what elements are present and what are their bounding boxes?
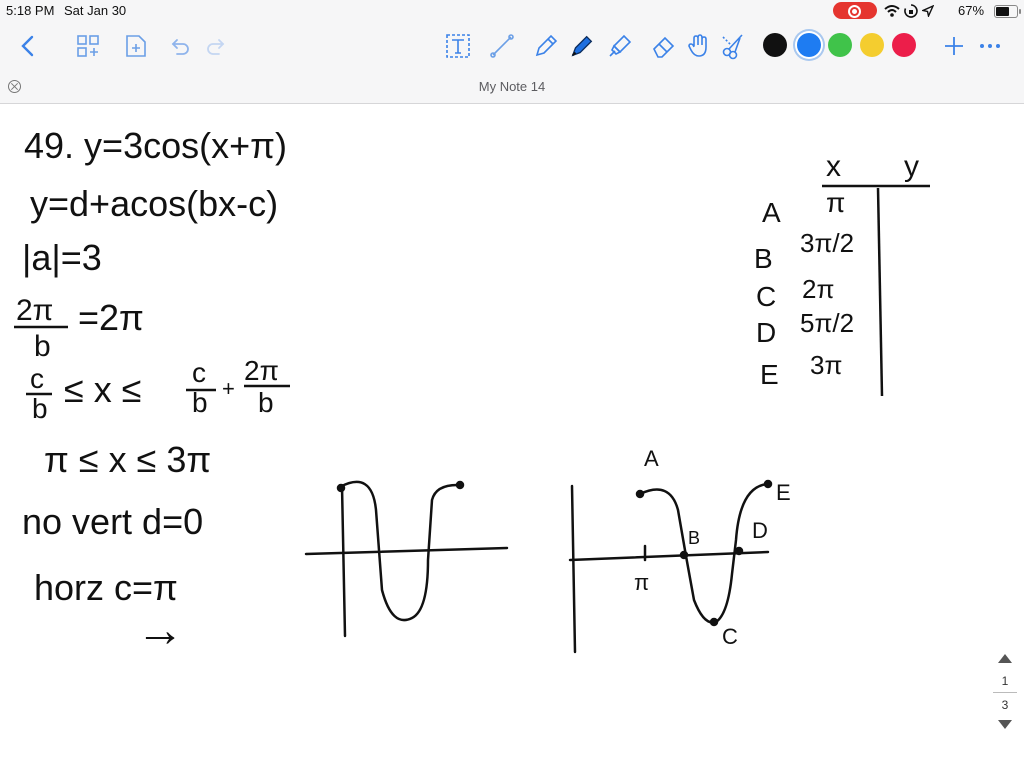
back-chevron-icon[interactable]: [14, 32, 42, 60]
table-column-rule: [878, 188, 882, 396]
page-grid-icon[interactable]: [74, 32, 102, 60]
table-row-label-a: A: [762, 197, 781, 228]
fraction-rhs: =2π: [78, 297, 144, 338]
undo-icon[interactable]: [166, 32, 194, 60]
fraction-numerator: 2π: [16, 294, 54, 327]
location-icon: [922, 5, 934, 17]
graph2-point-d: D: [752, 518, 768, 543]
fraction-denominator: b: [34, 330, 51, 363]
graph2-point-e: E: [776, 480, 791, 505]
text-box-icon[interactable]: [444, 32, 472, 60]
battery-icon: [994, 5, 1018, 18]
graph2-pi-label: π: [634, 570, 650, 595]
status-icons: [884, 2, 934, 20]
ineq-b3: b: [258, 387, 274, 418]
status-time: 5:18 PM: [6, 3, 55, 18]
pen-icon[interactable]: [568, 32, 596, 60]
handwriting-line-2: y=d+acos(bx-c): [30, 183, 279, 224]
next-page-icon[interactable]: [998, 720, 1012, 729]
handwriting-line-6: π ≤ x ≤ 3π: [44, 439, 212, 480]
total-pages: 3: [1001, 698, 1009, 712]
note-canvas[interactable]: [0, 104, 1024, 768]
scissors-icon[interactable]: [720, 32, 748, 60]
redo-icon[interactable]: [202, 32, 230, 60]
table-row-label-c: C: [756, 281, 777, 312]
ineq-2pi: 2π: [244, 355, 279, 386]
table-row-x-a: π: [826, 187, 846, 218]
ineq-b2: b: [192, 387, 208, 418]
graph2-point-c: C: [722, 624, 738, 649]
orientation-lock-icon: [904, 4, 918, 18]
ineq-b: b: [32, 393, 48, 424]
handwriting-arrow: →: [136, 604, 184, 657]
handwriting-line-1: 49. y=3cos(x+π): [24, 125, 287, 166]
handwriting-line-3: |a|=3: [22, 237, 102, 278]
table-row-x-b: 3π/2: [800, 228, 855, 258]
table-header-x: x: [826, 150, 841, 183]
graph2-point-b: B: [688, 528, 701, 548]
status-date: Sat Jan 30: [64, 3, 127, 18]
more-icon[interactable]: [976, 32, 1004, 60]
color-swatch-red[interactable]: [892, 33, 916, 57]
handwriting-line-7: no vert d=0: [22, 501, 204, 542]
add-page-icon[interactable]: [122, 32, 150, 60]
ineq-middle: ≤ x ≤: [64, 369, 142, 410]
table-row-x-d: 5π/2: [800, 308, 855, 338]
pencil-icon[interactable]: [532, 32, 560, 60]
sketch-graph-1: [306, 482, 507, 636]
hand-icon[interactable]: [686, 32, 714, 60]
highlighter-icon[interactable]: [606, 32, 634, 60]
table-row-label-d: D: [756, 317, 777, 348]
screen-recording-indicator[interactable]: [833, 2, 877, 19]
eraser-icon[interactable]: [650, 32, 678, 60]
ineq-plus: +: [222, 376, 235, 401]
ineq-c: c: [30, 363, 44, 394]
color-swatch-black[interactable]: [763, 33, 787, 57]
table-row-x-e: 3π: [810, 350, 843, 380]
pager-divider: [993, 692, 1017, 693]
table-row-label-e: E: [760, 359, 779, 390]
color-swatch-green[interactable]: [828, 33, 852, 57]
table-row-label-b: B: [754, 243, 773, 274]
graph2-point-a: A: [644, 446, 659, 471]
table-header-y: y: [904, 150, 919, 183]
color-swatch-yellow[interactable]: [860, 33, 884, 57]
lasso-line-icon[interactable]: [488, 32, 516, 60]
battery-percent: 67%: [958, 3, 985, 18]
handwriting-line-8: horz c=π: [34, 567, 178, 608]
previous-page-icon[interactable]: [998, 654, 1012, 663]
table-row-x-c: 2π: [802, 274, 835, 304]
page-navigator: [990, 652, 1020, 730]
note-title-bar: [0, 70, 1024, 104]
ineq-c2: c: [192, 357, 206, 388]
sketch-graph-2: [570, 481, 771, 652]
add-icon[interactable]: [940, 32, 968, 60]
note-title: My Note 14: [478, 79, 546, 94]
current-page-number: 1: [1001, 674, 1009, 688]
wifi-icon: [884, 4, 900, 18]
status-bar: [0, 0, 1024, 22]
color-swatch-blue[interactable]: [797, 33, 821, 57]
